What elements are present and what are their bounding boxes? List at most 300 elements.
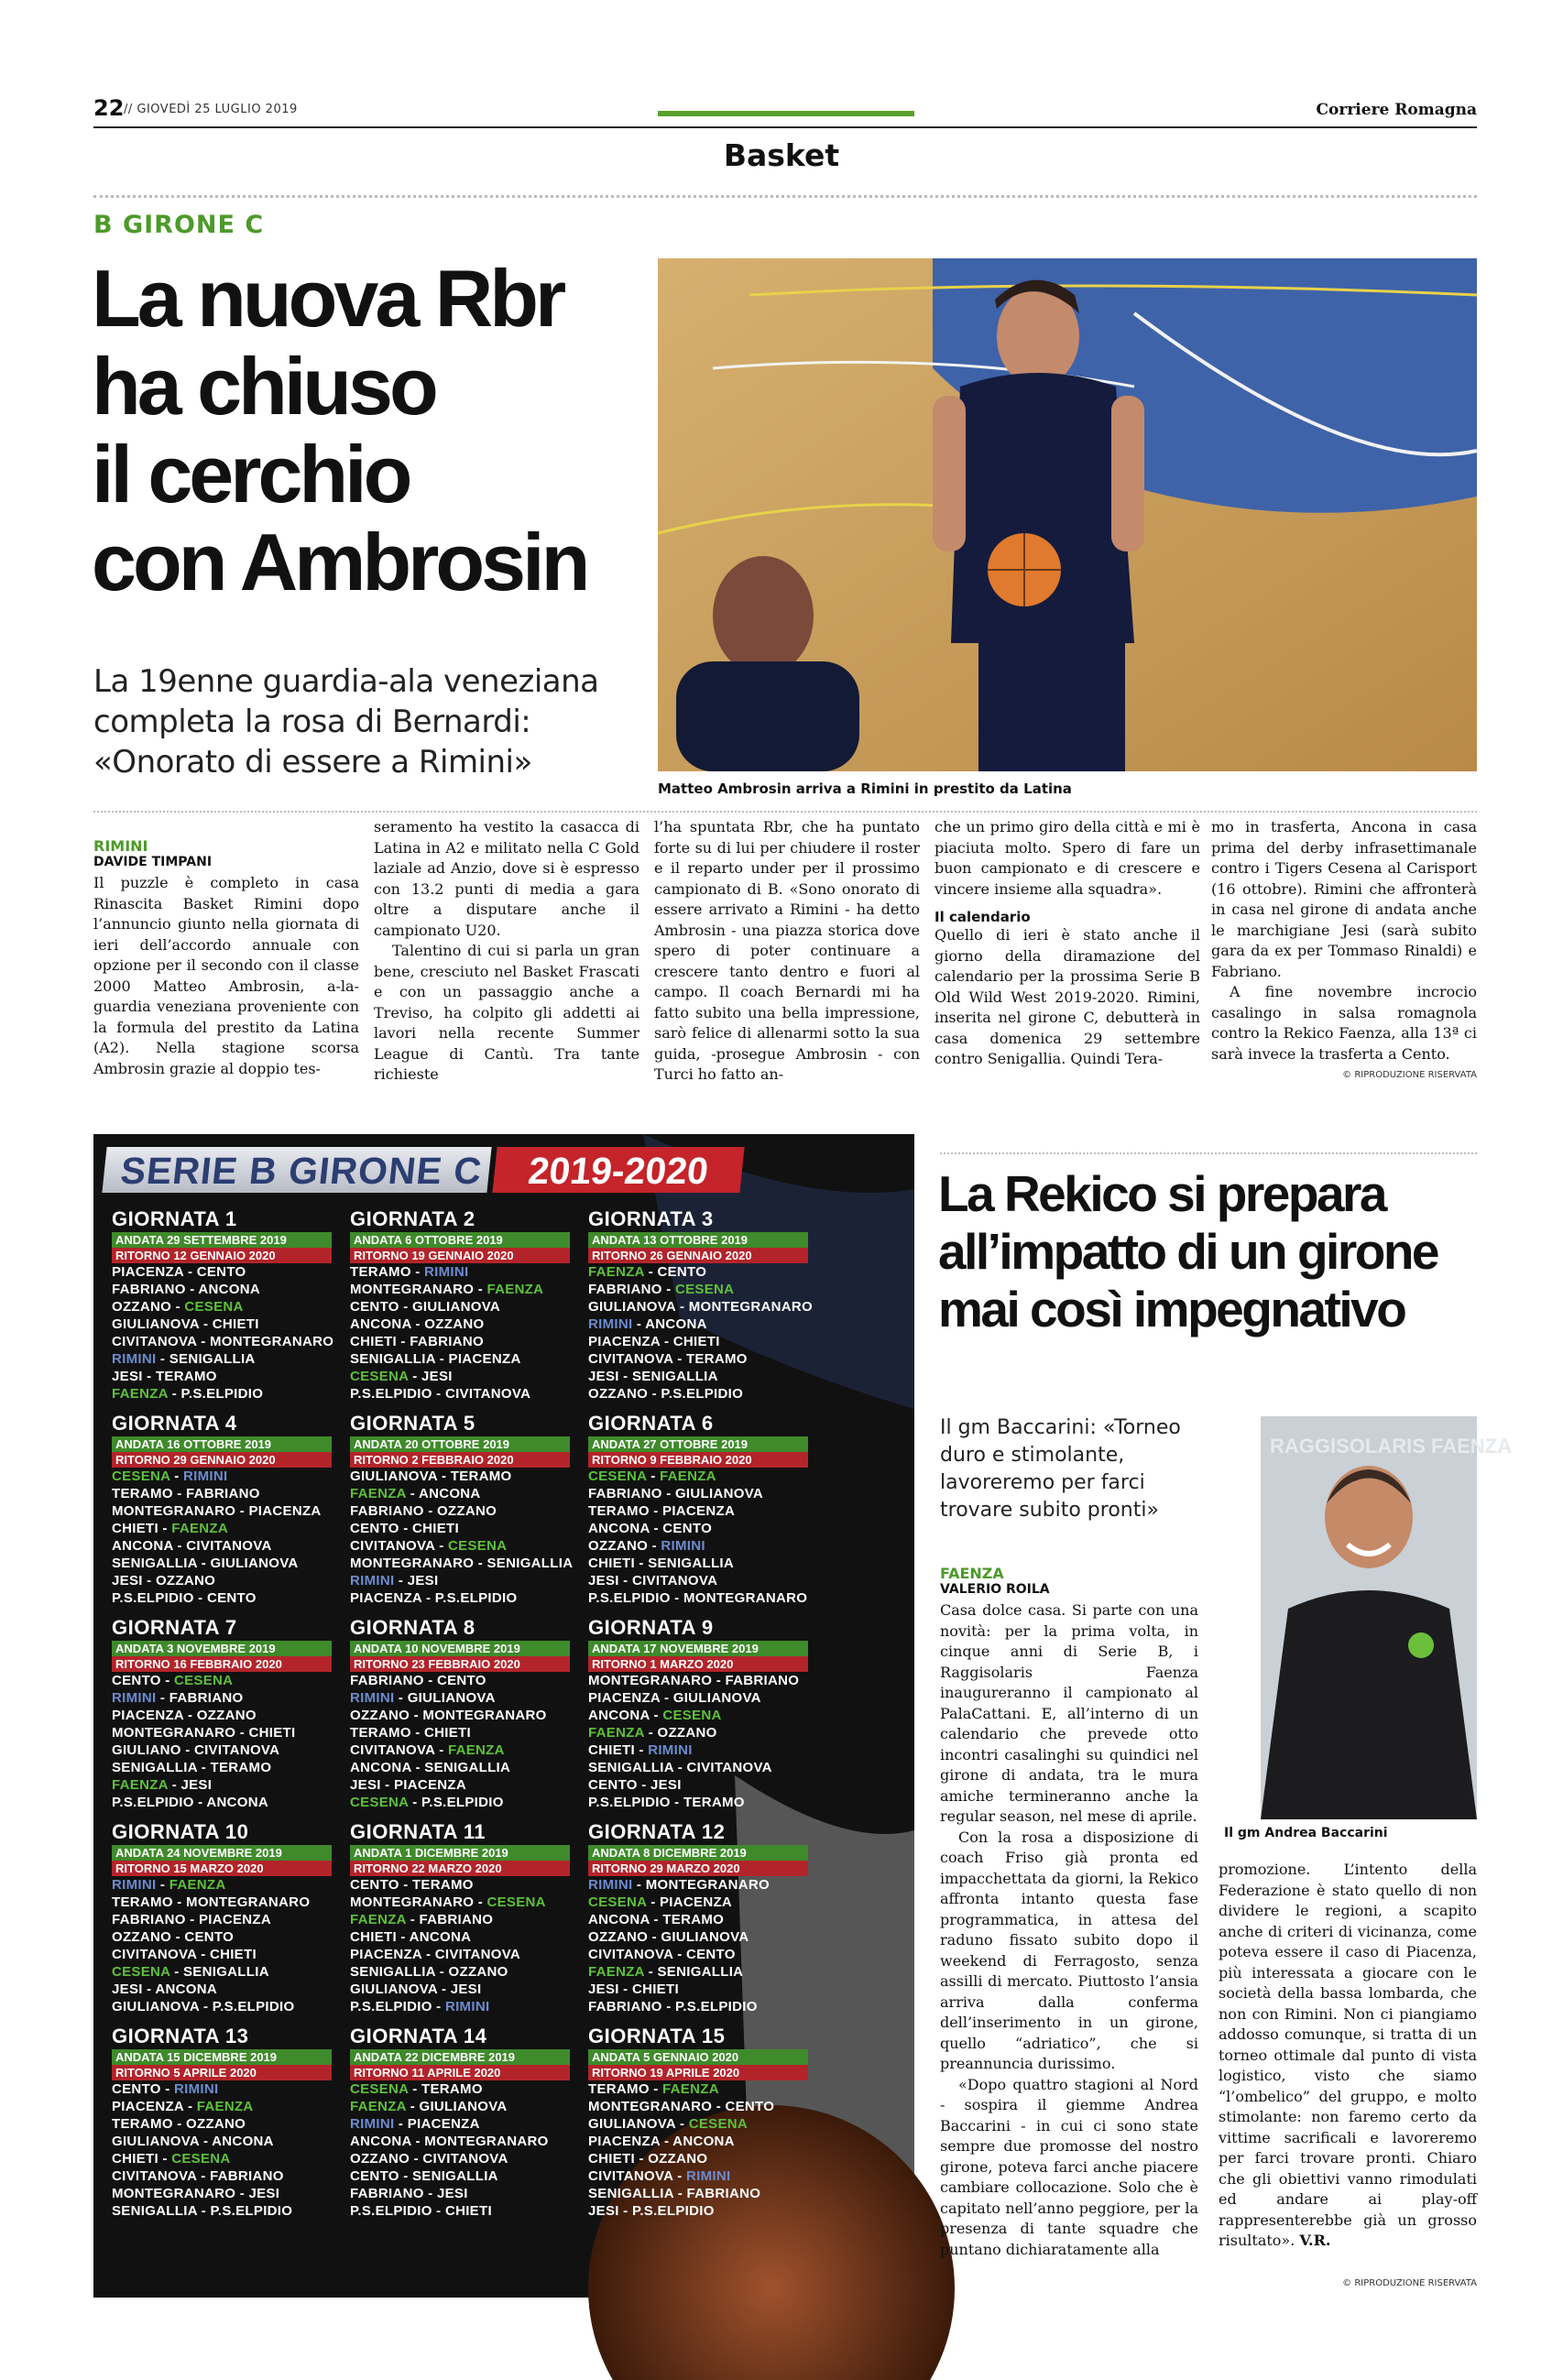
home-team: CESENA	[112, 1468, 170, 1484]
match-row: FABRIANO - PIACENZA	[112, 1912, 272, 1927]
match-row: PIACENZA - FAENZA	[112, 2099, 254, 2114]
giornata-title: GIORNATA 11	[350, 1820, 486, 1843]
giornata-block	[350, 2025, 579, 2220]
match-row: CHIETI - FABRIANO	[350, 1334, 484, 1349]
match-row: TERAMO - FAENZA	[588, 2081, 719, 2097]
match-row: PIACENZA - CIVITANOVA	[350, 1947, 521, 1962]
article-text: che un primo giro della città e mi è piaciuta molto. Spero di fare un buon campionato e di crescere e vincere insieme alla squadra».	[935, 818, 1200, 898]
home-team: CHIETI	[112, 2151, 158, 2167]
match-row: CESENA - JESI	[350, 1369, 453, 1384]
match-row: RIMINI - GIULIANOVA	[350, 1690, 496, 1706]
giornata-title: GIORNATA 15	[588, 2025, 726, 2047]
home-team: CIVITANOVA	[350, 1742, 435, 1758]
match-row: CIVITANOVA - CESENA	[350, 1538, 508, 1554]
match-row: P.S.ELPIDIO - CIVITANOVA	[350, 1386, 531, 1402]
andata-date: ANDATA 16 OTTOBRE 2019	[112, 1436, 332, 1452]
andata-date: ANDATA 27 OTTOBRE 2019	[588, 1436, 808, 1452]
match-row: GIULIANOVA - P.S.ELPIDIO	[112, 1999, 295, 2014]
away-team: RIMINI	[444, 1999, 490, 2014]
home-team: TERAMO	[588, 2081, 650, 2097]
away-team: RIMINI	[424, 1264, 469, 1280]
match-row: FAENZA - JESI	[112, 1777, 213, 1793]
ritorno-date: RITORNO 26 GENNAIO 2020	[588, 1248, 808, 1263]
giornata-block	[112, 1820, 341, 2015]
giornata-block	[112, 2025, 341, 2220]
ritorno-date: RITORNO 9 FEBBRAIO 2020	[588, 1452, 808, 1468]
match-row: CESENA - SENIGALLIA	[112, 1964, 269, 1980]
giornata-title: GIORNATA 3	[588, 1207, 714, 1230]
match-row: OZZANO - CIVITANOVA	[350, 2151, 508, 2167]
match-row: CHIETI - OZZANO	[588, 2151, 708, 2167]
article-text: seramento ha vestito la casacca di Latina in A2 e militato nella C Gold laziale ad Anzio, dove si è espresso con 13.2 punti di media a gara oltre a disputare anche il campionato U20.	[374, 818, 639, 939]
signature: V.R.	[1299, 2232, 1331, 2249]
match-row: ANCONA - OZZANO	[350, 1316, 485, 1332]
home-team: MONTEGRANARO	[350, 1282, 475, 1297]
svg-text:RAGGISOLARIS FAENZA: RAGGISOLARIS FAENZA	[1270, 1435, 1513, 1457]
match-row: PIACENZA - CHIETI	[588, 1334, 720, 1349]
home-team: PIACENZA	[112, 2099, 184, 2114]
home-team: FAENZA	[350, 1486, 407, 1501]
giornata-title: GIORNATA 13	[112, 2025, 249, 2047]
calendar-banner-title: SERIE B GIRONE C	[102, 1147, 491, 1193]
issue-date: // GIOVEDÌ 25 LUGLIO 2019	[124, 103, 298, 116]
away-team: GIULIANOVA	[407, 1690, 496, 1706]
away-team: MONTEGRANARO	[645, 1877, 770, 1893]
home-team: RIMINI	[350, 1690, 395, 1706]
headline-line: mai così impegnativo	[938, 1281, 1405, 1337]
match-row: CESENA - PIACENZA	[588, 1894, 733, 1910]
ritorno-date: RITORNO 1 MARZO 2020	[588, 1656, 808, 1672]
match-row: SENIGALLIA - PIACENZA	[350, 1351, 521, 1367]
home-team: CESENA	[588, 1468, 647, 1484]
match-row: CIVITANOVA - TERAMO	[588, 1351, 748, 1367]
andata-date: ANDATA 10 NOVEMBRE 2019	[350, 1641, 570, 1656]
match-row: JESI - P.S.ELPIDIO	[588, 2203, 715, 2219]
away-team: CESENA	[173, 1673, 234, 1688]
andata-date: ANDATA 22 DICEMBRE 2019	[350, 2049, 570, 2065]
match-row: TERAMO - MONTEGRANARO	[112, 1894, 311, 1910]
away-team: PIACENZA	[660, 1894, 733, 1910]
match-row: FABRIANO - CENTO	[350, 1673, 486, 1688]
match-row: FAENZA - OZZANO	[588, 1725, 717, 1741]
match-row: RIMINI - FABRIANO	[112, 1690, 244, 1706]
article-text: l’ha spuntata Rbr, che ha puntato forte su di lui per chiudere il roster e il reparto under per il prossimo campionato di B. «Sono onorato di essere arrivato a Rimini - ha detto Ambrosin - una piazza storica dove spero di poter continuare a crescere tanto dentro e fuori al campo. Il coach Bernardi mi ha fatto subito una bella impressione, sarò felice di allenarmi sotto la sua guida, -prosegue Ambrosin - con Turci ho fatto an-	[654, 818, 920, 1083]
home-team: FAENZA	[588, 1964, 645, 1980]
home-team: FAENZA	[588, 1725, 645, 1741]
home-team: MONTEGRANARO	[350, 1894, 475, 1910]
match-row: CHIETI - FAENZA	[112, 1521, 229, 1536]
andata-date: ANDATA 20 OTTOBRE 2019	[350, 1436, 570, 1452]
ritorno-date: RITORNO 15 MARZO 2020	[112, 1861, 332, 1876]
giornata-block	[588, 2025, 817, 2220]
match-row: GIULIANOVA - CHIETI	[112, 1316, 259, 1332]
giornata-title: GIORNATA 5	[350, 1412, 475, 1435]
article-text	[1219, 1860, 1477, 2252]
match-row: FABRIANO - P.S.ELPIDIO	[588, 1999, 758, 2014]
home-team: TERAMO	[350, 1264, 411, 1280]
away-team: CESENA	[662, 1708, 722, 1723]
article-headline	[92, 255, 641, 606]
calendar-banner-season: 2019-2020	[492, 1147, 744, 1193]
away-team: CESENA	[447, 1538, 508, 1554]
home-team: FAENZA	[588, 1264, 645, 1280]
match-row: RIMINI - ANCONA	[588, 1316, 707, 1332]
match-row: CESENA - FAENZA	[588, 1468, 716, 1484]
ritorno-date: RITORNO 22 MARZO 2020	[350, 1861, 570, 1876]
article-subtitle: Il gm Baccarini: «Torneo duro e stimolante, lavoreremo per farci trovare subito pronti»	[940, 1416, 1181, 1522]
home-team: CESENA	[350, 1369, 409, 1384]
article-column	[1219, 1860, 1477, 2252]
section-title: Basket	[723, 137, 840, 173]
match-row: CIVITANOVA - CENTO	[588, 1947, 736, 1962]
photo-caption: Il gm Andrea Baccarini	[1224, 1826, 1388, 1840]
match-row: RIMINI - JESI	[350, 1573, 439, 1588]
fixtures-grid	[112, 1207, 900, 2220]
giornata-block	[112, 1616, 341, 1811]
match-row: OZZANO - CENTO	[112, 1929, 235, 1945]
away-team: RIMINI	[173, 2081, 219, 2097]
giornata-title: GIORNATA 12	[588, 1820, 726, 1843]
home-team: RIMINI	[112, 1351, 157, 1367]
andata-date: ANDATA 5 GENNAIO 2020	[588, 2049, 808, 2065]
away-team: FABRIANO	[419, 1912, 494, 1927]
match-row: CENTO - GIULIANOVA	[350, 1299, 501, 1315]
match-row: JESI - TERAMO	[112, 1369, 217, 1384]
away-team: OZZANO	[657, 1725, 717, 1741]
andata-date: ANDATA 6 OTTOBRE 2019	[350, 1232, 570, 1248]
article-column	[940, 1548, 1198, 2260]
giornata-block	[350, 1412, 579, 1607]
away-team: SENIGALLIA	[183, 1964, 269, 1980]
away-team: JESI	[407, 1573, 439, 1588]
away-team: GIULIANOVA	[419, 2099, 508, 2114]
article-text: Casa dolce casa. Si parte con una novità: per la prima volta, in cinque anni di Serie B, i Raggisolaris Faenza inaugureranno il campionato al PalaCattani. E, all’interno di un calendario che prevede otto incontri casalinghi su quindici nel girone di andata, tra le mura amiche termineranno anche la regular season, nel mese di aprile.	[940, 1601, 1198, 1825]
calendar-banner	[104, 1147, 902, 1193]
copyright-notice: © RIPRODUZIONE RISERVATA	[1342, 1070, 1477, 1080]
ritorno-date: RITORNO 23 FEBBRAIO 2020	[350, 1656, 570, 1672]
match-row: FAENZA - P.S.ELPIDIO	[112, 1386, 264, 1402]
article-text: mo in trasferta, Ancona in casa prima del derby infrasettimanale contro i Tigers Cesena al Carisport (16 ottobre). Rimini che affronterà in casa nel girone di andata anche le marchigiane Jesi (sarà subito gara da ex per Tommaso Rinaldi) e Fabriano.	[1211, 818, 1477, 980]
away-team: CESENA	[184, 1299, 244, 1315]
match-row: JESI - CHIETI	[588, 1982, 679, 1997]
article-text: Con la rosa a disposizione di coach Friso già pronta ed impacchettata da giorni, la Rekico affronta intanto questa fase programmatica, in attesa del raduno fissato subito dopo il weekend di Ferragosto, senza assilli di mercato. Piuttosto l’ansia arriva dalla conferma dell’inserimento in un girone, quello “adriatico”, che si preannuncia durissimo.	[940, 1828, 1198, 2072]
away-team: CESENA	[171, 2151, 231, 2167]
match-row: TERAMO - FABRIANO	[112, 1486, 260, 1501]
home-team: GIULIANOVA	[588, 2116, 676, 2132]
match-row: JESI - CIVITANOVA	[588, 1573, 718, 1588]
giornata-block	[350, 1616, 579, 1811]
match-row: JESI - OZZANO	[112, 1573, 216, 1588]
match-row: GIULIANOVA - CESENA	[588, 2116, 749, 2132]
match-row: FABRIANO - ANCONA	[112, 1282, 261, 1297]
home-team: RIMINI	[350, 1573, 395, 1588]
match-row: TERAMO - CHIETI	[350, 1725, 471, 1741]
match-row: FABRIANO - CESENA	[588, 1282, 735, 1297]
away-team: CESENA	[688, 2116, 749, 2132]
article-column	[935, 817, 1200, 1070]
match-row: JESI - SENIGALLIA	[588, 1369, 718, 1384]
match-row: CENTO - TERAMO	[350, 1877, 474, 1893]
giornata-title: GIORNATA 8	[350, 1616, 475, 1639]
match-row: SENIGALLIA - GIULIANOVA	[112, 1556, 299, 1571]
home-team: CHIETI	[588, 1742, 635, 1758]
andata-date: ANDATA 15 DICEMBRE 2019	[112, 2049, 332, 2065]
giornata-title: GIORNATA 9	[588, 1616, 714, 1639]
match-row: GIULIANO - CIVITANOVA	[112, 1742, 280, 1758]
andata-date: ANDATA 17 NOVEMBRE 2019	[588, 1641, 808, 1656]
match-row: OZZANO - P.S.ELPIDIO	[588, 1386, 744, 1402]
match-row: FAENZA - SENIGALLIA	[588, 1964, 744, 1980]
match-row: RIMINI - SENIGALLIA	[112, 1351, 256, 1367]
giornata-title: GIORNATA 4	[112, 1412, 237, 1435]
match-row: MONTEGRANARO - PIACENZA	[112, 1503, 322, 1519]
away-team: JESI	[421, 1369, 453, 1384]
home-team: CESENA	[112, 1964, 170, 1980]
match-row: CIVITANOVA - RIMINI	[588, 2168, 731, 2184]
away-team: CESENA	[674, 1282, 735, 1297]
home-team: FAENZA	[112, 1386, 169, 1402]
match-row: FABRIANO - JESI	[350, 2186, 468, 2201]
andata-date: ANDATA 13 OTTOBRE 2019	[588, 1232, 808, 1248]
match-row: CESENA - TERAMO	[350, 2081, 483, 2097]
dateline-place: FAENZA	[940, 1565, 1004, 1582]
giornata-block	[350, 1207, 579, 1403]
home-team: RIMINI	[112, 1877, 157, 1893]
match-row: MONTEGRANARO - CENTO	[588, 2099, 775, 2114]
match-row: TERAMO - OZZANO	[112, 2116, 246, 2132]
dotted-divider	[93, 195, 1477, 198]
match-row: FABRIANO - GIULIANOVA	[588, 1486, 764, 1501]
home-team: CIVITANOVA	[350, 1538, 435, 1554]
home-team: FAENZA	[112, 1777, 169, 1793]
giornata-block	[588, 1412, 817, 1607]
away-team: CENTO	[657, 1264, 707, 1280]
ritorno-date: RITORNO 19 APRILE 2020	[588, 2065, 808, 2080]
away-team: FAENZA	[662, 2081, 719, 2097]
away-team: FAENZA	[660, 1468, 716, 1484]
match-row: CESENA - RIMINI	[112, 1468, 228, 1484]
home-team: ANCONA	[588, 1708, 650, 1723]
byline: DAVIDE TIMPANI	[93, 855, 213, 869]
match-row: GIULIANOVA - ANCONA	[112, 2134, 274, 2149]
away-team: FAENZA	[447, 1742, 505, 1758]
photo-caption: Matteo Ambrosin arriva a Rimini in prestito da Latina	[658, 781, 1072, 797]
away-team: JESI	[180, 1777, 213, 1793]
match-row: SENIGALLIA - P.S.ELPIDIO	[112, 2203, 293, 2219]
away-team: RIMINI	[648, 1742, 693, 1758]
article-subtitle: La 19enne guardia-ala veneziana completa la rosa di Bernardi: «Onorato di essere a Rimini»	[93, 663, 599, 781]
match-row: MONTEGRANARO - CESENA	[350, 1894, 546, 1910]
headline-line: il cerchio	[92, 429, 410, 519]
away-team: FAENZA	[196, 2099, 254, 2114]
match-row: CENTO - SENIGALLIA	[350, 2168, 498, 2184]
match-row: RIMINI - MONTEGRANARO	[588, 1877, 770, 1893]
match-row: CHIETI - RIMINI	[588, 1742, 693, 1758]
article-column	[1211, 817, 1477, 1080]
basketball-court-photo	[658, 258, 1477, 771]
giornata-title: GIORNATA 14	[350, 2025, 487, 2047]
home-team: RIMINI	[350, 2116, 395, 2132]
header-accent-bar	[658, 111, 914, 116]
match-row: ANCONA - CIVITANOVA	[112, 1538, 272, 1554]
match-row: CIVITANOVA - FAENZA	[350, 1742, 505, 1758]
andata-date: ANDATA 29 SETTEMBRE 2019	[112, 1232, 332, 1248]
headline-line: con Ambrosin	[92, 517, 587, 607]
match-row: CIVITANOVA - FABRIANO	[112, 2168, 284, 2184]
headline-line: La Rekico si prepara	[938, 1165, 1386, 1222]
match-row: RIMINI - PIACENZA	[350, 2116, 480, 2132]
giornata-block	[112, 1207, 341, 1403]
headline-line: ha chiuso	[92, 341, 435, 431]
match-row: CENTO - RIMINI	[112, 2081, 219, 2097]
home-team: RIMINI	[588, 1877, 633, 1893]
match-row: CHIETI - CESENA	[112, 2151, 231, 2167]
away-team: SENIGALLIA	[169, 1351, 256, 1367]
match-row: ANCONA - TERAMO	[588, 1912, 725, 1927]
home-team: RIMINI	[588, 1316, 633, 1332]
match-row: CESENA - P.S.ELPIDIO	[350, 1795, 504, 1810]
article-kicker: B GIRONE C	[93, 211, 265, 239]
home-team: FAENZA	[350, 1912, 407, 1927]
match-row: ANCONA - CESENA	[588, 1708, 722, 1723]
away-team: CESENA	[486, 1894, 546, 1910]
match-row: MONTEGRANARO - CHIETI	[112, 1725, 296, 1741]
match-row: MONTEGRANARO - FAENZA	[350, 1282, 544, 1297]
match-row: SENIGALLIA - FABRIANO	[588, 2186, 761, 2201]
match-row: OZZANO - GIULIANOVA	[588, 1929, 749, 1945]
match-row: ANCONA - CENTO	[588, 1521, 713, 1536]
match-row: JESI - PIACENZA	[350, 1777, 467, 1793]
match-row: FAENZA - ANCONA	[350, 1486, 481, 1501]
ritorno-date: RITORNO 29 MARZO 2020	[588, 1861, 808, 1876]
match-row: MONTEGRANARO - JESI	[112, 2186, 280, 2201]
match-row: SENIGALLIA - OZZANO	[350, 1964, 508, 1980]
match-row: CENTO - CHIETI	[350, 1521, 459, 1536]
match-row: FAENZA - GIULIANOVA	[350, 2099, 508, 2114]
article-text: A fine novembre incrocio casalingo in salsa romagnola contro la Rekico Faenza, alla 13ª ci sarà invece la trasferta a Cento.	[1211, 983, 1477, 1063]
match-row: OZZANO - MONTEGRANARO	[350, 1708, 547, 1723]
match-row: P.S.ELPIDIO - ANCONA	[112, 1795, 269, 1810]
away-team: FAENZA	[171, 1521, 229, 1536]
match-row: TERAMO - PIACENZA	[588, 1503, 736, 1519]
ritorno-date: RITORNO 2 FEBBRAIO 2020	[350, 1452, 570, 1468]
away-team: TERAMO	[421, 2081, 483, 2097]
article-column	[654, 817, 920, 1086]
article-text: Quello di ieri è stato anche il giorno della diramazione del calendario per la prossima Serie B Old Wild West 2019-2020. Rimini, inserita nel girone C, debutterà in casa domenica 29 settembre contro Senigallia. Quindi Tera-	[935, 926, 1200, 1067]
calendar-graphic	[93, 1134, 914, 2298]
home-team: CENTO	[112, 1673, 161, 1688]
match-row: SENIGALLIA - CIVITANOVA	[588, 1760, 772, 1775]
match-row: GIULIANOVA - JESI	[350, 1982, 482, 1997]
home-team: CESENA	[588, 1894, 647, 1910]
subheading: Il calendario	[935, 909, 1031, 925]
headline-line: all’impatto di un girone	[938, 1223, 1437, 1280]
match-row: MONTEGRANARO - SENIGALLIA	[350, 1556, 574, 1571]
byline: VALERIO ROILA	[940, 1582, 1050, 1597]
giornata-block	[588, 1207, 817, 1403]
home-team: FAENZA	[350, 2099, 407, 2114]
match-row: ANCONA - MONTEGRANARO	[350, 2134, 549, 2149]
match-row: CENTO - JESI	[588, 1777, 682, 1793]
home-team: CESENA	[350, 2081, 409, 2097]
giornata-title: GIORNATA 2	[350, 1207, 475, 1230]
andata-date: ANDATA 3 NOVEMBRE 2019	[112, 1641, 332, 1656]
article-text: «Dopo quattro stagioni al Nord - sospira il giemme Andrea Baccarini - in cui ci sono state sempre due promosse del nostro girone, poteva farci anche piacere cambiare collocazione. Solo che è capitato nell’anno peggiore, per la presenza di tante squadre che puntano dichiaratamente alla	[940, 2075, 1198, 2258]
away-team: RIMINI	[685, 2168, 731, 2184]
home-team: FABRIANO	[588, 1282, 662, 1297]
baccarini-portrait	[1261, 1416, 1513, 1819]
giornata-title: GIORNATA 10	[112, 1820, 249, 1843]
andata-date: ANDATA 24 NOVEMBRE 2019	[112, 1845, 332, 1861]
match-row: P.S.ELPIDIO - CHIETI	[350, 2203, 492, 2219]
dotted-divider	[940, 1152, 1477, 1154]
match-row: CIVITANOVA - MONTEGRANARO	[112, 1334, 334, 1349]
home-team: P.S.ELPIDIO	[350, 1999, 432, 2014]
ritorno-date: RITORNO 12 GENNAIO 2020	[112, 1248, 332, 1263]
ritorno-date: RITORNO 16 FEBBRAIO 2020	[112, 1656, 332, 1672]
match-row: FAENZA - CENTO	[588, 1264, 707, 1280]
home-team: CHIETI	[112, 1521, 158, 1536]
header-rule	[93, 126, 1477, 128]
match-row: CHIETI - ANCONA	[350, 1929, 472, 1945]
match-row: PIACENZA - P.S.ELPIDIO	[350, 1590, 518, 1606]
match-row: GIULIANOVA - MONTEGRANARO	[588, 1299, 813, 1315]
ritorno-date: RITORNO 5 APRILE 2020	[112, 2065, 332, 2080]
match-row: ANCONA - SENIGALLIA	[350, 1760, 511, 1775]
match-row: SENIGALLIA - TERAMO	[112, 1760, 272, 1775]
match-row: CENTO - CESENA	[112, 1673, 234, 1688]
home-team: CIVITANOVA	[588, 2168, 673, 2184]
ritorno-date: RITORNO 29 GENNAIO 2020	[112, 1452, 332, 1468]
giornata-title: GIORNATA 1	[112, 1207, 237, 1230]
away-team: P.S.ELPIDIO	[421, 1795, 504, 1810]
match-row: PIACENZA - GIULIANOVA	[588, 1690, 761, 1706]
giornata-block	[112, 1412, 341, 1607]
match-row: OZZANO - CESENA	[112, 1299, 244, 1315]
match-row: PIACENZA - ANCONA	[588, 2134, 735, 2149]
match-row: P.S.ELPIDIO - MONTEGRANARO	[588, 1590, 808, 1606]
copyright-notice: © RIPRODUZIONE RISERVATA	[1342, 2278, 1477, 2288]
giornata-block	[350, 1820, 579, 2015]
newspaper-name: Corriere Romagna	[1316, 101, 1477, 119]
giornata-block	[588, 1616, 817, 1811]
headline-line: La nuova Rbr	[92, 253, 563, 344]
andata-date: ANDATA 1 DICEMBRE 2019	[350, 1845, 570, 1861]
match-row: P.S.ELPIDIO - CENTO	[112, 1590, 257, 1606]
away-team: SENIGALLIA	[657, 1964, 744, 1980]
giornata-title: GIORNATA 6	[588, 1412, 714, 1435]
dotted-divider	[93, 811, 1477, 813]
article-text: Il puzzle è completo in casa Rinascita Basket Rimini dopo l’annuncio giunto nella giornata di ieri dell’accordo annuale con opzione per il secondo con il classe 2000 Matteo Ambrosin, a-la-guardia veneziana proveniente con la formula del prestito da Latina (A2). Nella stagione scorsa Ambrosin grazie al doppio tes-	[93, 874, 359, 1077]
giornata-block	[588, 1820, 817, 2015]
away-team: P.S.ELPIDIO	[180, 1386, 264, 1402]
match-row: OZZANO - RIMINI	[588, 1538, 705, 1554]
home-team: RIMINI	[112, 1690, 157, 1706]
match-row: FABRIANO - OZZANO	[350, 1503, 497, 1519]
ritorno-date: RITORNO 11 APRILE 2020	[350, 2065, 570, 2080]
home-team: OZZANO	[588, 1538, 649, 1554]
article-column	[93, 821, 359, 1079]
home-team: OZZANO	[112, 1299, 172, 1315]
away-team: ANCONA	[418, 1486, 481, 1501]
article-text: Talentino di cui si parla un gran bene, cresciuto nel Basket Frascati e con un passaggio anche a Treviso, ha colpito gli addetti ai lavori nella recente Summer League di Cantù. Tra tante richieste	[374, 942, 639, 1083]
match-row: P.S.ELPIDIO - TERAMO	[588, 1795, 745, 1810]
portrait-photo	[1261, 1416, 1513, 1819]
match-row: PIACENZA - CENTO	[112, 1264, 246, 1280]
match-row: CIVITANOVA - CHIETI	[112, 1947, 257, 1962]
dateline-place: RIMINI	[93, 837, 148, 855]
home-team: CENTO	[112, 2081, 161, 2097]
